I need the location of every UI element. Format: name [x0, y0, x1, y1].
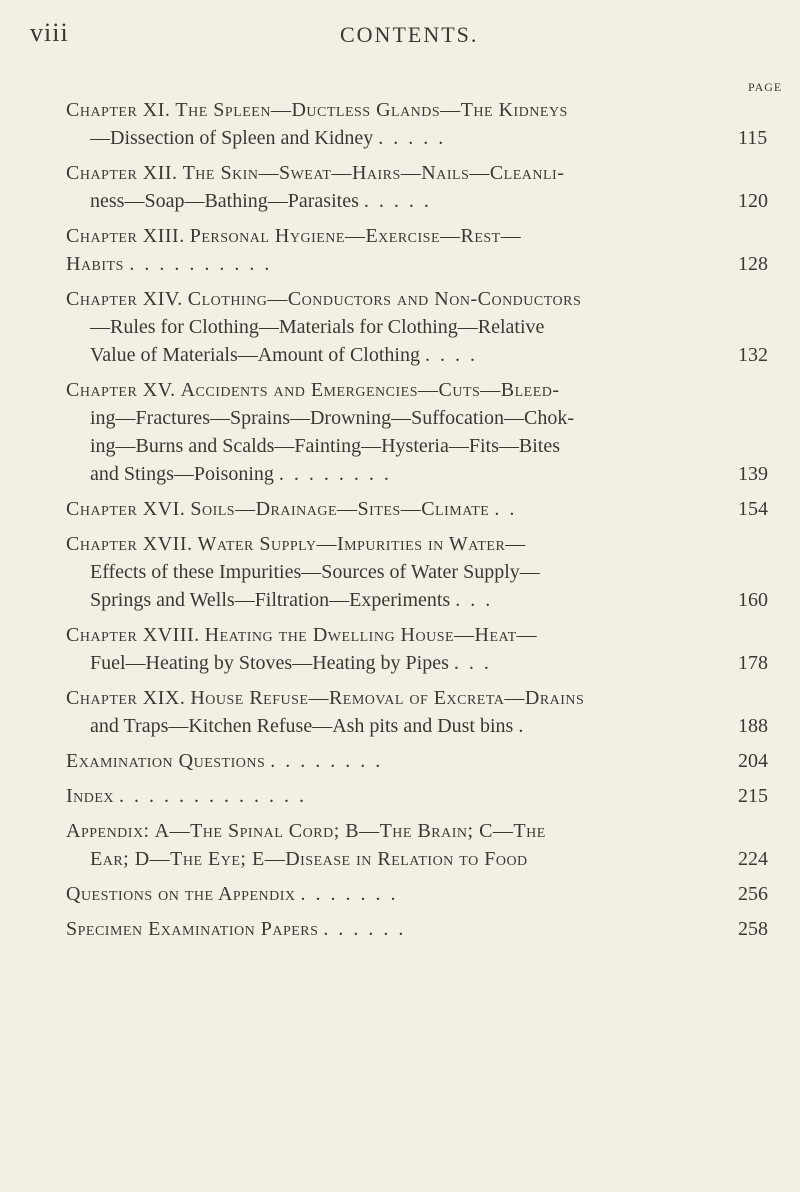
page-number: viii	[30, 18, 69, 47]
entry-text: ing—Burns and Scalds—Fainting—Hysteria—Fits—Bites	[90, 435, 560, 457]
entry-label: Chapter XVIII.	[66, 624, 200, 646]
entry-page-number: 224	[738, 848, 768, 870]
entry-label: Chapter XI.	[66, 99, 171, 121]
entry-page-number: 139	[738, 463, 768, 485]
entry-page-number: 160	[738, 589, 768, 611]
dot-leader: .....	[378, 127, 454, 149]
entry-text: Heating the Dwelling House—Heat—	[204, 624, 538, 646]
entry-page-number: 258	[738, 918, 768, 940]
entry-text: Ear; D—The Eye; E—Disease in Relation to Food	[90, 848, 528, 870]
entry-page-number: 178	[738, 652, 768, 674]
running-head: CONTENTS.	[340, 22, 479, 47]
entry-text: ing—Fractures—Sprains—Drowning—Suffocation—Chok-	[90, 407, 575, 429]
dot-leader: .......	[300, 883, 406, 905]
entry-text: Effects of these Impurities—Sources of Water Supply—	[90, 561, 540, 583]
toc-entry-chapter-16[interactable]	[66, 495, 782, 523]
entry-text: A—The Spinal Cord; B—The Brain; C—The	[154, 820, 546, 842]
dot-leader: ......	[323, 918, 414, 940]
dot-leader: .....	[363, 190, 439, 212]
table-of-contents	[66, 96, 782, 950]
entry-text: Fuel—Heating by Stoves—Heating by Pipes	[90, 652, 449, 674]
entry-page-number: 120	[738, 190, 768, 212]
entry-label: Examination Questions	[66, 750, 266, 772]
dot-leader: ..........	[129, 253, 280, 275]
entry-label: Chapter XII.	[66, 162, 178, 184]
entry-label: Chapter XVI.	[66, 498, 186, 520]
entry-label: Appendix:	[66, 820, 150, 842]
dot-leader: ........	[270, 750, 391, 772]
toc-entry-appendix[interactable]	[66, 817, 782, 873]
entry-text: Habits	[66, 253, 124, 275]
entry-page-number: 256	[738, 883, 768, 905]
entry-text: ness—Soap—Bathing—Parasites	[90, 190, 359, 212]
entry-text: Soils—Drainage—Sites—Climate	[190, 498, 490, 520]
toc-entry-chapter-13[interactable]	[66, 222, 782, 278]
toc-entry-chapter-18[interactable]	[66, 621, 782, 677]
entry-text: Accidents and Emergencies—Cuts—Bleed-	[180, 379, 560, 401]
toc-entry-chapter-12[interactable]	[66, 159, 782, 215]
page-column-label: PAGE	[748, 80, 783, 94]
entry-text: Springs and Wells—Filtration—Experiments	[90, 589, 451, 611]
entry-text: Clothing—Conductors and Non-Conductors	[187, 288, 582, 310]
entry-text: Value of Materials—Amount of Clothing	[90, 344, 420, 366]
toc-entry-chapter-17[interactable]	[66, 530, 782, 614]
toc-entry-chapter-11[interactable]	[66, 96, 782, 152]
entry-label: Specimen Examination Papers	[66, 918, 319, 940]
entry-text: and Traps—Kitchen Refuse—Ash pits and Dust bins	[90, 715, 514, 737]
entry-text: —Rules for Clothing—Materials for Clothing—Relative	[90, 316, 545, 338]
entry-page-number: 154	[738, 498, 768, 520]
entry-page-number: 132	[738, 344, 768, 366]
entry-page-number: 204	[738, 750, 768, 772]
toc-entry-chapter-19[interactable]	[66, 684, 782, 740]
dot-leader: ...	[455, 589, 501, 611]
toc-entry-chapter-14[interactable]	[66, 285, 782, 369]
entry-text: Water Supply—Impurities in Water—	[197, 533, 526, 555]
entry-label: Chapter XIII.	[66, 225, 185, 247]
entry-page-number: 188	[738, 715, 768, 737]
dot-leader: ...	[453, 652, 499, 674]
entry-label: Chapter XV.	[66, 379, 176, 401]
entry-page-number: 215	[738, 785, 768, 807]
dot-leader: ..	[494, 498, 525, 520]
entry-label: Chapter XVII.	[66, 533, 193, 555]
entry-text: House Refuse—Removal of Excreta—Drains	[190, 687, 585, 709]
dot-leader: ....	[424, 344, 485, 366]
toc-entry-index[interactable]	[66, 782, 782, 810]
entry-text: Personal Hygiene—Exercise—Rest—	[189, 225, 522, 247]
entry-page-number: 128	[738, 253, 768, 275]
entry-label: Chapter XIX.	[66, 687, 186, 709]
toc-entry-questions-on-appendix[interactable]	[66, 880, 782, 908]
entry-text: The Skin—Sweat—Hairs—Nails—Cleanli-	[182, 162, 565, 184]
entry-label: Chapter XIV.	[66, 288, 183, 310]
dot-leader: .	[518, 715, 534, 737]
toc-entry-examination-questions[interactable]	[66, 747, 782, 775]
entry-label: Questions on the Appendix	[66, 883, 296, 905]
entry-text: The Spleen—Ductless Glands—The Kidneys	[175, 99, 568, 121]
dot-leader: ........	[278, 463, 399, 485]
dot-leader: .............	[119, 785, 315, 807]
toc-entry-chapter-15[interactable]	[66, 376, 782, 488]
page-header	[30, 18, 690, 52]
entry-text: —Dissection of Spleen and Kidney	[90, 127, 374, 149]
entry-page-number: 115	[738, 127, 768, 149]
toc-entry-specimen-papers[interactable]	[66, 915, 782, 943]
entry-label: Index	[66, 785, 115, 807]
entry-text: and Stings—Poisoning	[90, 463, 274, 485]
